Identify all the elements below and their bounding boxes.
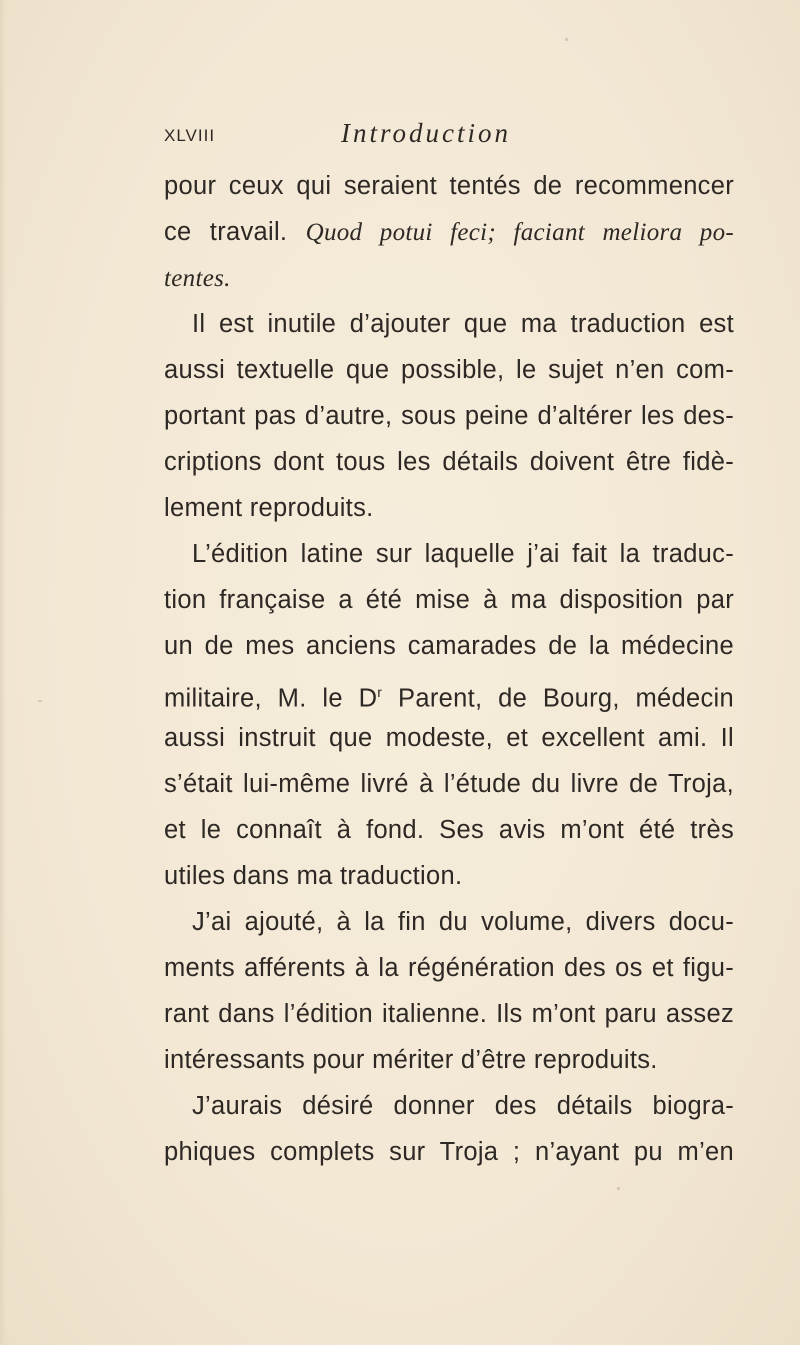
- text-line: aussi textuelle que possible, le sujet n’en com-: [164, 356, 734, 384]
- text-line: [164, 255, 734, 301]
- page-edge-shadow: [0, 0, 6, 1345]
- text-line: ments afférents à la régénération des os et figu-: [164, 954, 734, 982]
- text-line: militaire, M. le $D^r$ Parent, de Bourg, médecin: [164, 684, 734, 713]
- page-number: XLVIII: [164, 126, 216, 145]
- text-line: tion française a été mise à ma disposition par: [164, 586, 734, 614]
- text-line: un de mes anciens camarades de la médecine: [164, 632, 734, 660]
- superscript: r: [377, 684, 383, 700]
- text-line: et le connaît à fond. Ses avis m’ont été très: [164, 816, 734, 844]
- paragraph-first-line: J’ai ajouté, à la fin du volume, divers docu-: [192, 908, 734, 936]
- text-line: aussi instruit que modeste, et excellent ami. Il: [164, 724, 734, 752]
- text-line: criptions dont tous les détails doivent être fidè-: [164, 448, 734, 476]
- running-head: [164, 118, 644, 154]
- running-title: Introduction: [341, 118, 511, 148]
- paragraph-first-line: L’édition latine sur laquelle j’ai fait la traduc-: [192, 540, 734, 568]
- paper-speck: [38, 700, 42, 702]
- paper-speck: [617, 1187, 620, 1190]
- text-line: rant dans l’édition italienne. Ils m’ont paru assez: [164, 1000, 734, 1028]
- paragraph-first-line: Il est inutile d’ajouter que ma traduction est: [192, 310, 734, 338]
- text-line: phiques complets sur Troja ; n’ayant pu m’en: [164, 1138, 734, 1166]
- paragraph-first-line: J’aurais désiré donner des détails biogra-: [192, 1092, 734, 1120]
- text-line: s’était lui-même livré à l’étude du livre de Troja,: [164, 770, 734, 798]
- text-line: ce travail. Quod potui feci; faciant meliora po-: [164, 218, 734, 246]
- text-line: intéressants pour mériter d’être reproduits.: [164, 1046, 658, 1074]
- text-line: utiles dans ma traduction.: [164, 862, 463, 890]
- latin-quote: tentes.: [164, 265, 231, 292]
- text-line: lement reproduits.: [164, 494, 374, 522]
- latin-quote: Quod potui feci; faciant meliora po-: [305, 219, 734, 246]
- paper-speck: [565, 38, 568, 41]
- text-line: pour ceux qui seraient tentés de recommencer: [164, 172, 734, 200]
- body-text: [164, 163, 734, 1175]
- text-line: portant pas d’autre, sous peine d’altérer les des-: [164, 402, 734, 430]
